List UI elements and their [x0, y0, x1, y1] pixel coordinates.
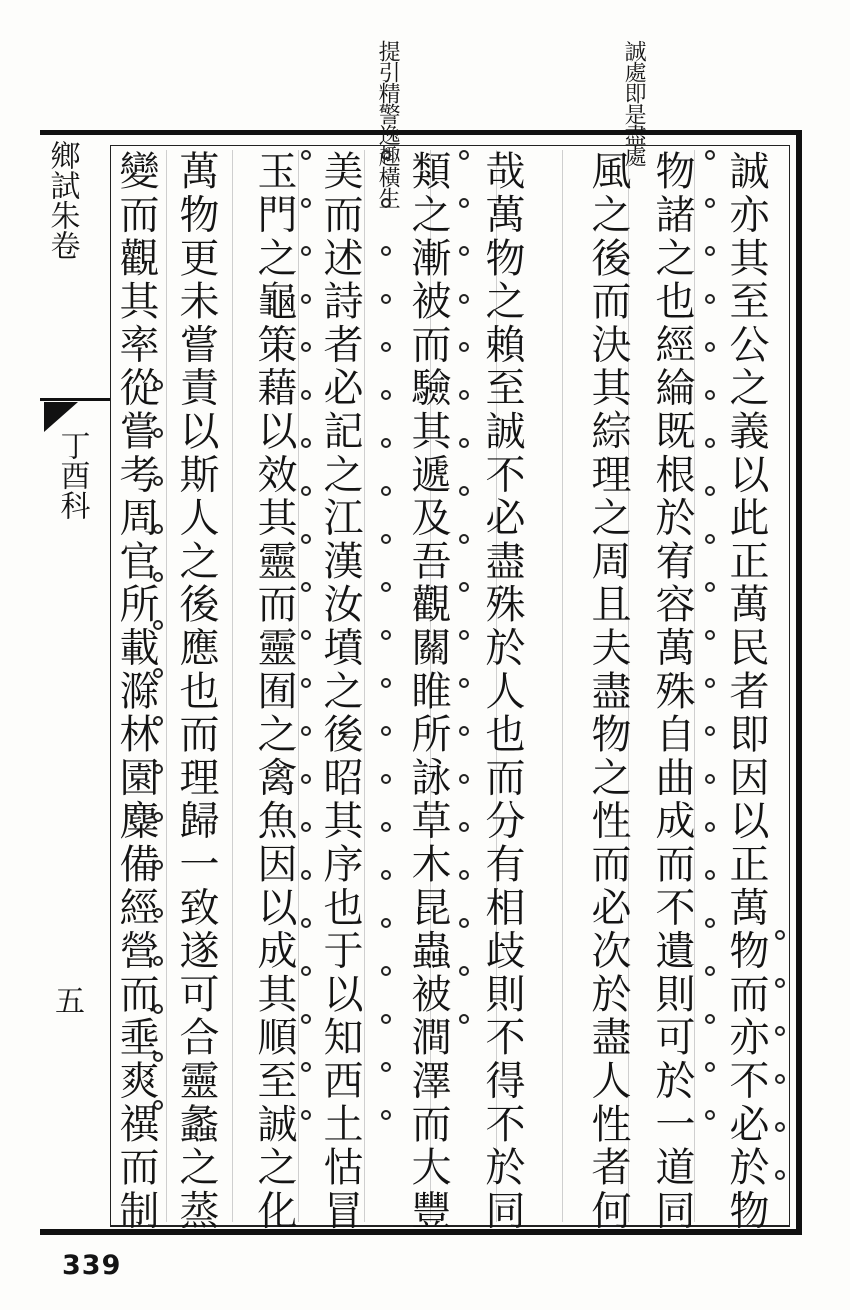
emphasis-circles [456, 150, 472, 1050]
emphasis-circles [298, 150, 314, 1225]
margin-year: 丁酉科 [54, 430, 90, 520]
text-column: 風之後而決其綜理之周且夫盡物之性而必次於盡人性者何 [585, 150, 631, 1233]
text-column: 萬物更未嘗責以斯人之後應也而理歸一致遂可合靈蠡之蒸 [173, 150, 219, 1233]
margin-title: 鄉試朱卷 [44, 140, 80, 260]
leaf-number: 五 [49, 985, 84, 1015]
text-column: 玉門之龜策藉以效其靈而靈囿之禽魚因以成其順至誠之化 [251, 150, 297, 1233]
emphasis-circles [378, 150, 394, 1225]
column-rule [562, 150, 563, 1222]
column-rule [364, 150, 365, 1222]
text-column: 誠亦其至公之義以此正萬民者即因以正萬物而亦不必於物 [723, 150, 769, 1233]
column-rule [232, 150, 233, 1222]
margin-note-1 [622, 40, 645, 166]
note-line: 提引精警 [375, 40, 401, 124]
text-column: 美而述詩者必記之江漢汝墳之後昭其序也于以知西土怙冒 [317, 150, 363, 1233]
text-column: 哉萬物之賴至誠不必盡殊於人也而分有相歧則不得不於同 [479, 150, 525, 1233]
note-line: 逸趣橫生 [375, 124, 401, 208]
text-column: 物諸之也經綸既根於宥容萬殊自曲成而不遺則可於一道同 [649, 150, 695, 1233]
column-rule [166, 150, 167, 1222]
fold-wedge-mark [44, 402, 78, 432]
page-number: 339 [62, 1250, 122, 1281]
emphasis-circles [772, 930, 788, 1230]
text-column: 變而觀其率從嘗考周官所載滁林園麋備經營而埀爽禩而制 [113, 150, 159, 1233]
text-column: 類之漸被而驗其遞及吾觀關睢所詠草木昆蟲被澗澤而大豐 [405, 150, 451, 1233]
note-line: 誠處即 [621, 40, 647, 103]
emphasis-circles [150, 380, 166, 1220]
emphasis-circles [702, 150, 718, 1225]
note-line: 是盡處 [621, 103, 647, 166]
